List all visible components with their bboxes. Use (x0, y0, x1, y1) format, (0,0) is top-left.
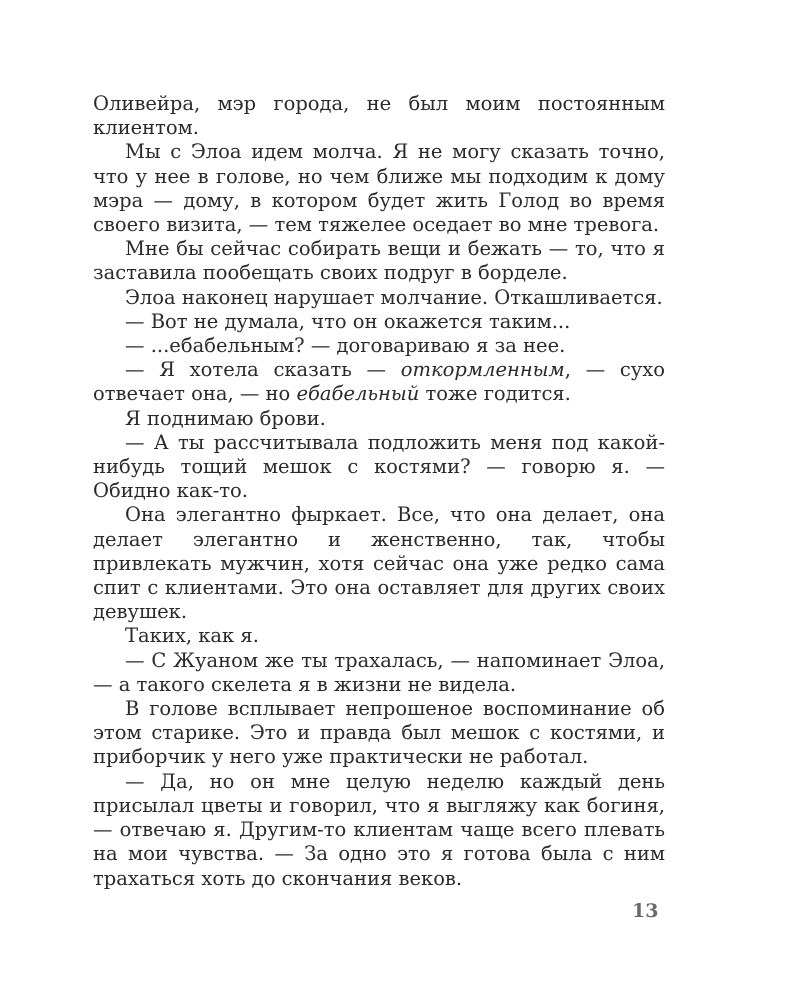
italic-word: откормленным (400, 358, 565, 382)
dialogue-line: — ...ебабельным? — договариваю я за нее. (125, 334, 566, 358)
italic-word: ебабельный (296, 382, 420, 406)
dialogue-line: — А ты рассчитывала подложить меня под какой-нибудь тощий мешок с костями? — говорю я. — Обидно как-то. (93, 430, 665, 503)
dialogue-line: — Вот не думала, что он окажется таким... (125, 309, 571, 333)
paragraph: Элоа наконец нарушает молчание. Откашливается. (125, 285, 663, 309)
dialogue-line (93, 358, 665, 406)
text-run: , — сухо отвечает она, — но (93, 358, 665, 406)
text-run: тоже годится. (419, 382, 571, 406)
paragraph: Оливейра, мэр города, не был моим постоянным клиентом. (93, 92, 665, 140)
dialogue-line: — С Жуаном же ты трахалась, — напоминает Элоа, — а такого скелета я в жизни не видела. (93, 648, 665, 696)
paragraph: Таких, как я. (125, 624, 259, 648)
paragraph: Мне бы сейчас собирать вещи и бежать — то, что я заставила пообещать своих подруг в борделе. (93, 237, 665, 285)
text-run: — Я хотела сказать — (125, 358, 401, 382)
paragraph: Я поднимаю брови. (125, 406, 326, 430)
dialogue-line: — Да, но он мне целую неделю каждый день присылал цветы и говорил, что я выгляжу как богиня, — отвечаю я. Другим-то клиентам чаще всего плевать на мои чувства. — За одно это я готова была с ним трахаться хоть до скончания веков. (93, 769, 665, 890)
paragraph: В голове всплывает непрошеное воспоминание об этом старике. Это и правда был мешок с костями, и приборчик у него уже практически не работал. (93, 697, 665, 769)
paragraph: Она элегантно фыркает. Все, что она делает, она делает элегантно и женственно, так, чтобы привлекать мужчин, хотя сейчас она уже редко сама спит с клиентами. Это она оставляет для других своих девушек. (93, 503, 665, 624)
page-number: 13 (632, 900, 659, 922)
paragraph: Мы с Элоа идем молча. Я не могу сказать точно, что у нее в голове, но чем ближе мы подходим к дому мэра — дому, в котором будет жить Голод во время своего визита, — тем тяжелее оседает во мне тревога. (93, 140, 665, 237)
page-body (93, 92, 665, 891)
